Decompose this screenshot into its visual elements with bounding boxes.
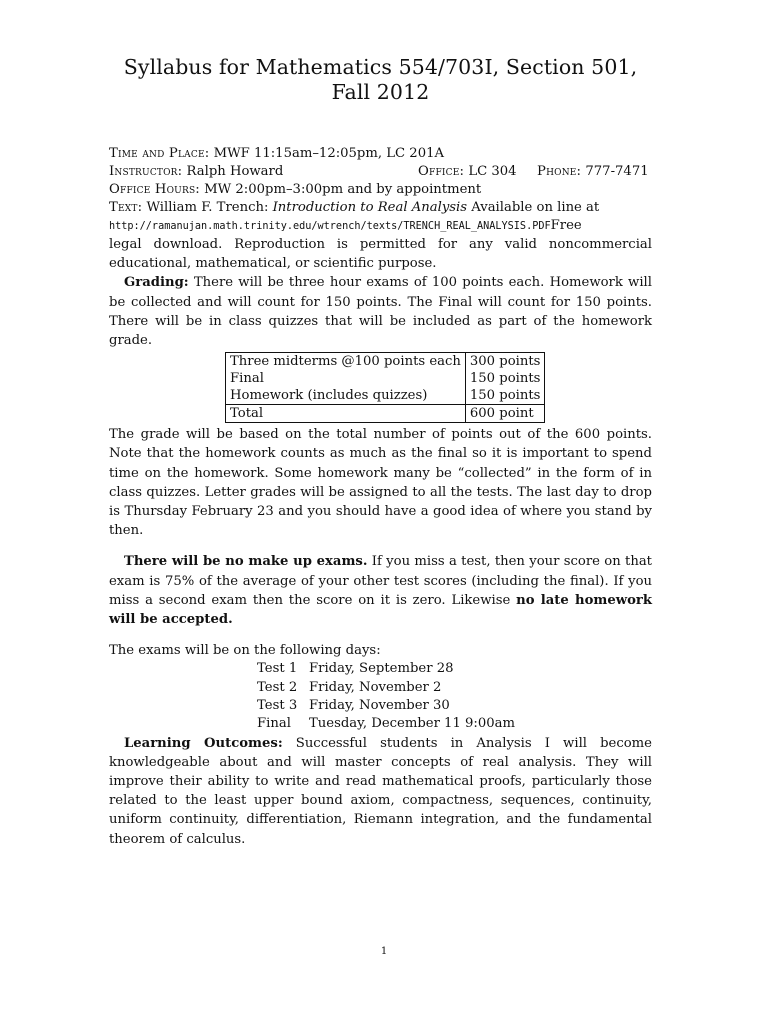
title-line-1: Syllabus for Mathematics 554/703I, Section 501, [123, 55, 638, 79]
time-place-row [109, 145, 652, 163]
grading-points: 300 points [465, 353, 545, 371]
textbook-url-link[interactable]: http://ramanujan.math.trinity.edu/wtrench/texts/TRENCH_REAL_ANALYSIS.PDF [109, 221, 551, 232]
table-row [226, 353, 545, 371]
exam-name: Test 2 [257, 679, 298, 695]
grading-points: 150 points [465, 387, 545, 405]
grading-item: Three midterms @100 points each [226, 353, 466, 371]
exam-name: Final [257, 716, 291, 732]
table-row [226, 370, 545, 387]
instructor-value: Ralph Howard [186, 164, 284, 179]
url-after: Free [550, 218, 582, 233]
learning-outcomes-paragraph [109, 734, 652, 849]
title-line-2: Fall 2012 [331, 80, 430, 104]
exam-date: Friday, November 30 [309, 698, 450, 714]
text-row [109, 199, 652, 217]
grade-basis-paragraph: The grade will be based on the total number of points out of the 600 points. Note that the homework counts as much as the final so it is important to spend time on the homework. Some homework many be “collected” in the form of in class quizzes. Letter grades will be assigned to all the tests. The last day to drop is Thursday February 23 and you should have a good idea of where you stand by then. [109, 427, 652, 539]
makeup-text: If you miss a test, then your score on that exam is 75% of the average of your other test scores (including the final). If you miss a second exam then the score on it is zero. Likewise [109, 554, 652, 608]
no-late-homework-notice: no late homework will be accepted. [109, 592, 652, 628]
exam-date: Friday, November 2 [309, 679, 442, 695]
instructor-row [109, 163, 652, 181]
course-info [109, 145, 652, 235]
office-value: LC 304 [468, 164, 517, 179]
grading-item: Homework (includes quizzes) [226, 387, 466, 405]
list-item [257, 679, 652, 697]
grading-item: Final [226, 370, 466, 387]
grading-table [225, 352, 545, 423]
makeup-paragraph [109, 552, 652, 629]
learning-outcomes-text: Successful students in Analysis I will become knowledgeable about and will master concepts of real analysis. They will improve their ability to write and read mathematical proofs, particularly those related to the least upper bound axiom, compactness, sequences, continuity, uniform continuity, differentiation, Riemann integration, and the fundamental theorem of calculus. [109, 735, 652, 847]
phone-field [537, 163, 649, 181]
office-label: Office: [418, 164, 465, 179]
list-item [257, 660, 652, 678]
text-book-title: Introduction to Real Analysis [272, 200, 468, 215]
page-number: 1 [380, 946, 388, 957]
grading-paragraph [109, 273, 652, 350]
exam-date: Tuesday, December 11 9:00am [309, 716, 516, 732]
no-makeup-notice: There will be no make up exams. [124, 554, 368, 570]
text-availability: Available on line at [471, 200, 600, 215]
office-hours-label: Office Hours: [109, 182, 200, 197]
list-item [257, 715, 652, 733]
page-title [109, 55, 652, 105]
exam-schedule [257, 660, 652, 733]
exam-name: Test 1 [257, 661, 298, 677]
grading-text: There will be three hour exams of 100 points each. Homework will be collected and will count for 150 points. The Final will count for 150 points. There will be in class quizzes that will be included as part of the homework grade. [109, 275, 652, 349]
grading-item: Total [226, 405, 466, 423]
instructor-label: Instructor: [109, 164, 183, 179]
grading-label: Grading: [124, 275, 189, 291]
grading-points: 150 points [465, 370, 545, 387]
syllabus-page [109, 55, 652, 849]
time-place-label: Time and Place: [109, 146, 210, 161]
time-place-value: MWF 11:15am–12:05pm, LC 201A [213, 146, 444, 161]
url-row [109, 217, 652, 235]
office-hours-row [109, 181, 652, 199]
exam-name: Test 3 [257, 698, 298, 714]
learning-outcomes-label: Learning Outcomes: [124, 735, 283, 751]
grading-points: 600 point [465, 405, 545, 423]
exams-intro: The exams will be on the following days: [109, 643, 381, 659]
phone-value: 777-7471 [585, 164, 649, 179]
office-hours-value: MW 2:00pm–3:00pm and by appointment [204, 182, 482, 197]
table-row-total [226, 405, 545, 423]
text-author: William F. Trench: [146, 200, 269, 215]
office-field [418, 163, 517, 181]
phone-label: Phone: [537, 164, 582, 179]
table-row [226, 387, 545, 405]
text-label: Text: [109, 200, 143, 215]
text-license: legal download. Reproduction is permitted for any valid noncommercial educational, mathematical, or scientific purpose. [109, 237, 652, 272]
exam-date: Friday, September 28 [309, 661, 454, 677]
list-item [257, 697, 652, 715]
